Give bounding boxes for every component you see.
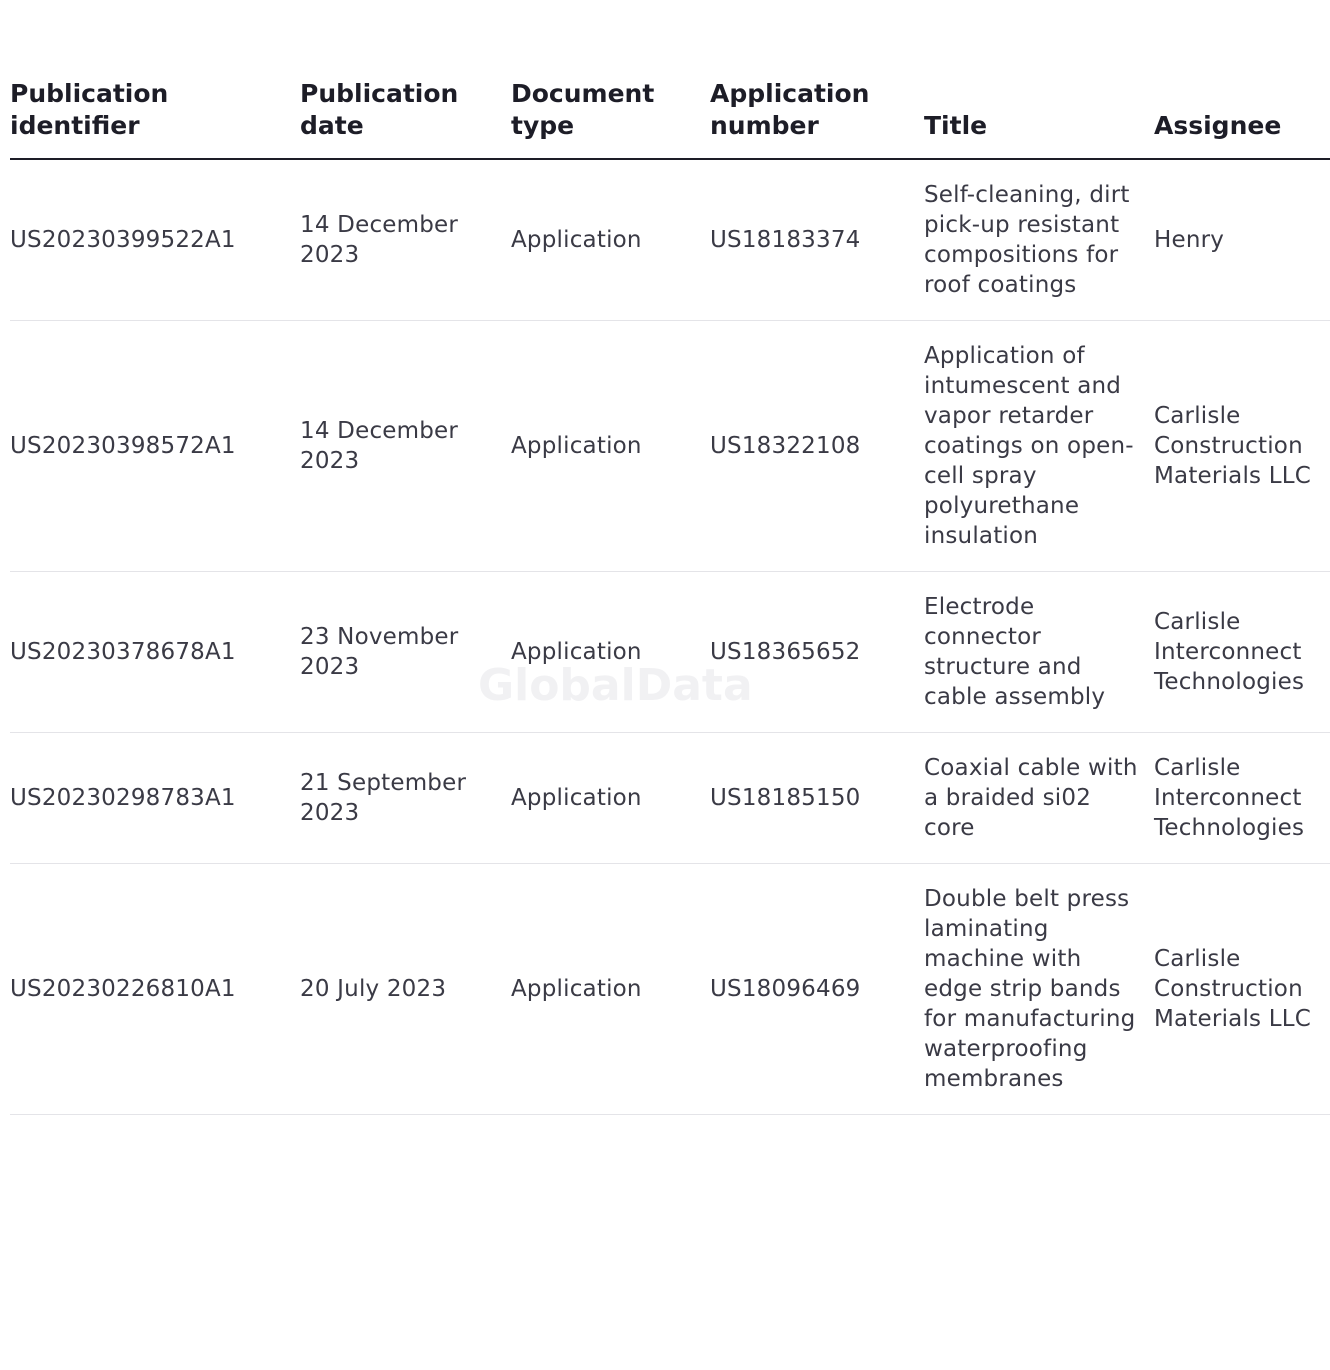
cell-assignee: Carlisle Interconnect Technologies [1154,572,1330,733]
table-row [10,733,1330,864]
table-row [10,159,1330,321]
table-row [10,572,1330,733]
cell-assignee: Henry [1154,159,1330,321]
cell-title: Coaxial cable with a braided si02 core [924,733,1154,864]
header-assignee: Assignee [1154,78,1330,159]
cell-publication-date: 14 December 2023 [300,321,511,572]
cell-application-number: US18322108 [710,321,924,572]
cell-document-type: Application [511,733,710,864]
cell-document-type: Application [511,864,710,1115]
header-document-type: Document type [511,78,710,159]
cell-assignee: Carlisle Construction Materials LLC [1154,321,1330,572]
cell-publication-identifier: US20230298783A1 [10,733,300,864]
cell-application-number: US18183374 [710,159,924,321]
cell-publication-date: 20 July 2023 [300,864,511,1115]
header-title: Title [924,78,1154,159]
cell-title: Application of intumescent and vapor retarder coatings on open-cell spray polyurethane insulation [924,321,1154,572]
cell-publication-identifier: US20230398572A1 [10,321,300,572]
cell-application-number: US18365652 [710,572,924,733]
cell-application-number: US18096469 [710,864,924,1115]
table-body [10,159,1330,1115]
table-header-row [10,78,1330,159]
cell-title: Self-cleaning, dirt pick-up resistant compositions for roof coatings [924,159,1154,321]
table-row [10,321,1330,572]
cell-document-type: Application [511,572,710,733]
cell-title: Electrode connector structure and cable assembly [924,572,1154,733]
table-header [10,78,1330,159]
header-publication-date: Publication date [300,78,511,159]
cell-assignee: Carlisle Interconnect Technologies [1154,733,1330,864]
cell-publication-identifier: US20230226810A1 [10,864,300,1115]
header-application-number: Application number [710,78,924,159]
cell-document-type: Application [511,159,710,321]
table-row [10,864,1330,1115]
cell-publication-identifier: US20230399522A1 [10,159,300,321]
cell-application-number: US18185150 [710,733,924,864]
patent-table-container [10,78,1312,1115]
cell-assignee: Carlisle Construction Materials LLC [1154,864,1330,1115]
watermark: GlobalData [478,660,753,711]
header-publication-identifier: Publication identifier [10,78,300,159]
cell-title: Double belt press laminating machine with edge strip bands for manufacturing waterproofing membranes [924,864,1154,1115]
cell-publication-date: 23 November 2023 [300,572,511,733]
cell-publication-identifier: US20230378678A1 [10,572,300,733]
patent-table [10,78,1330,1115]
cell-publication-date: 21 September 2023 [300,733,511,864]
cell-document-type: Application [511,321,710,572]
cell-publication-date: 14 December 2023 [300,159,511,321]
